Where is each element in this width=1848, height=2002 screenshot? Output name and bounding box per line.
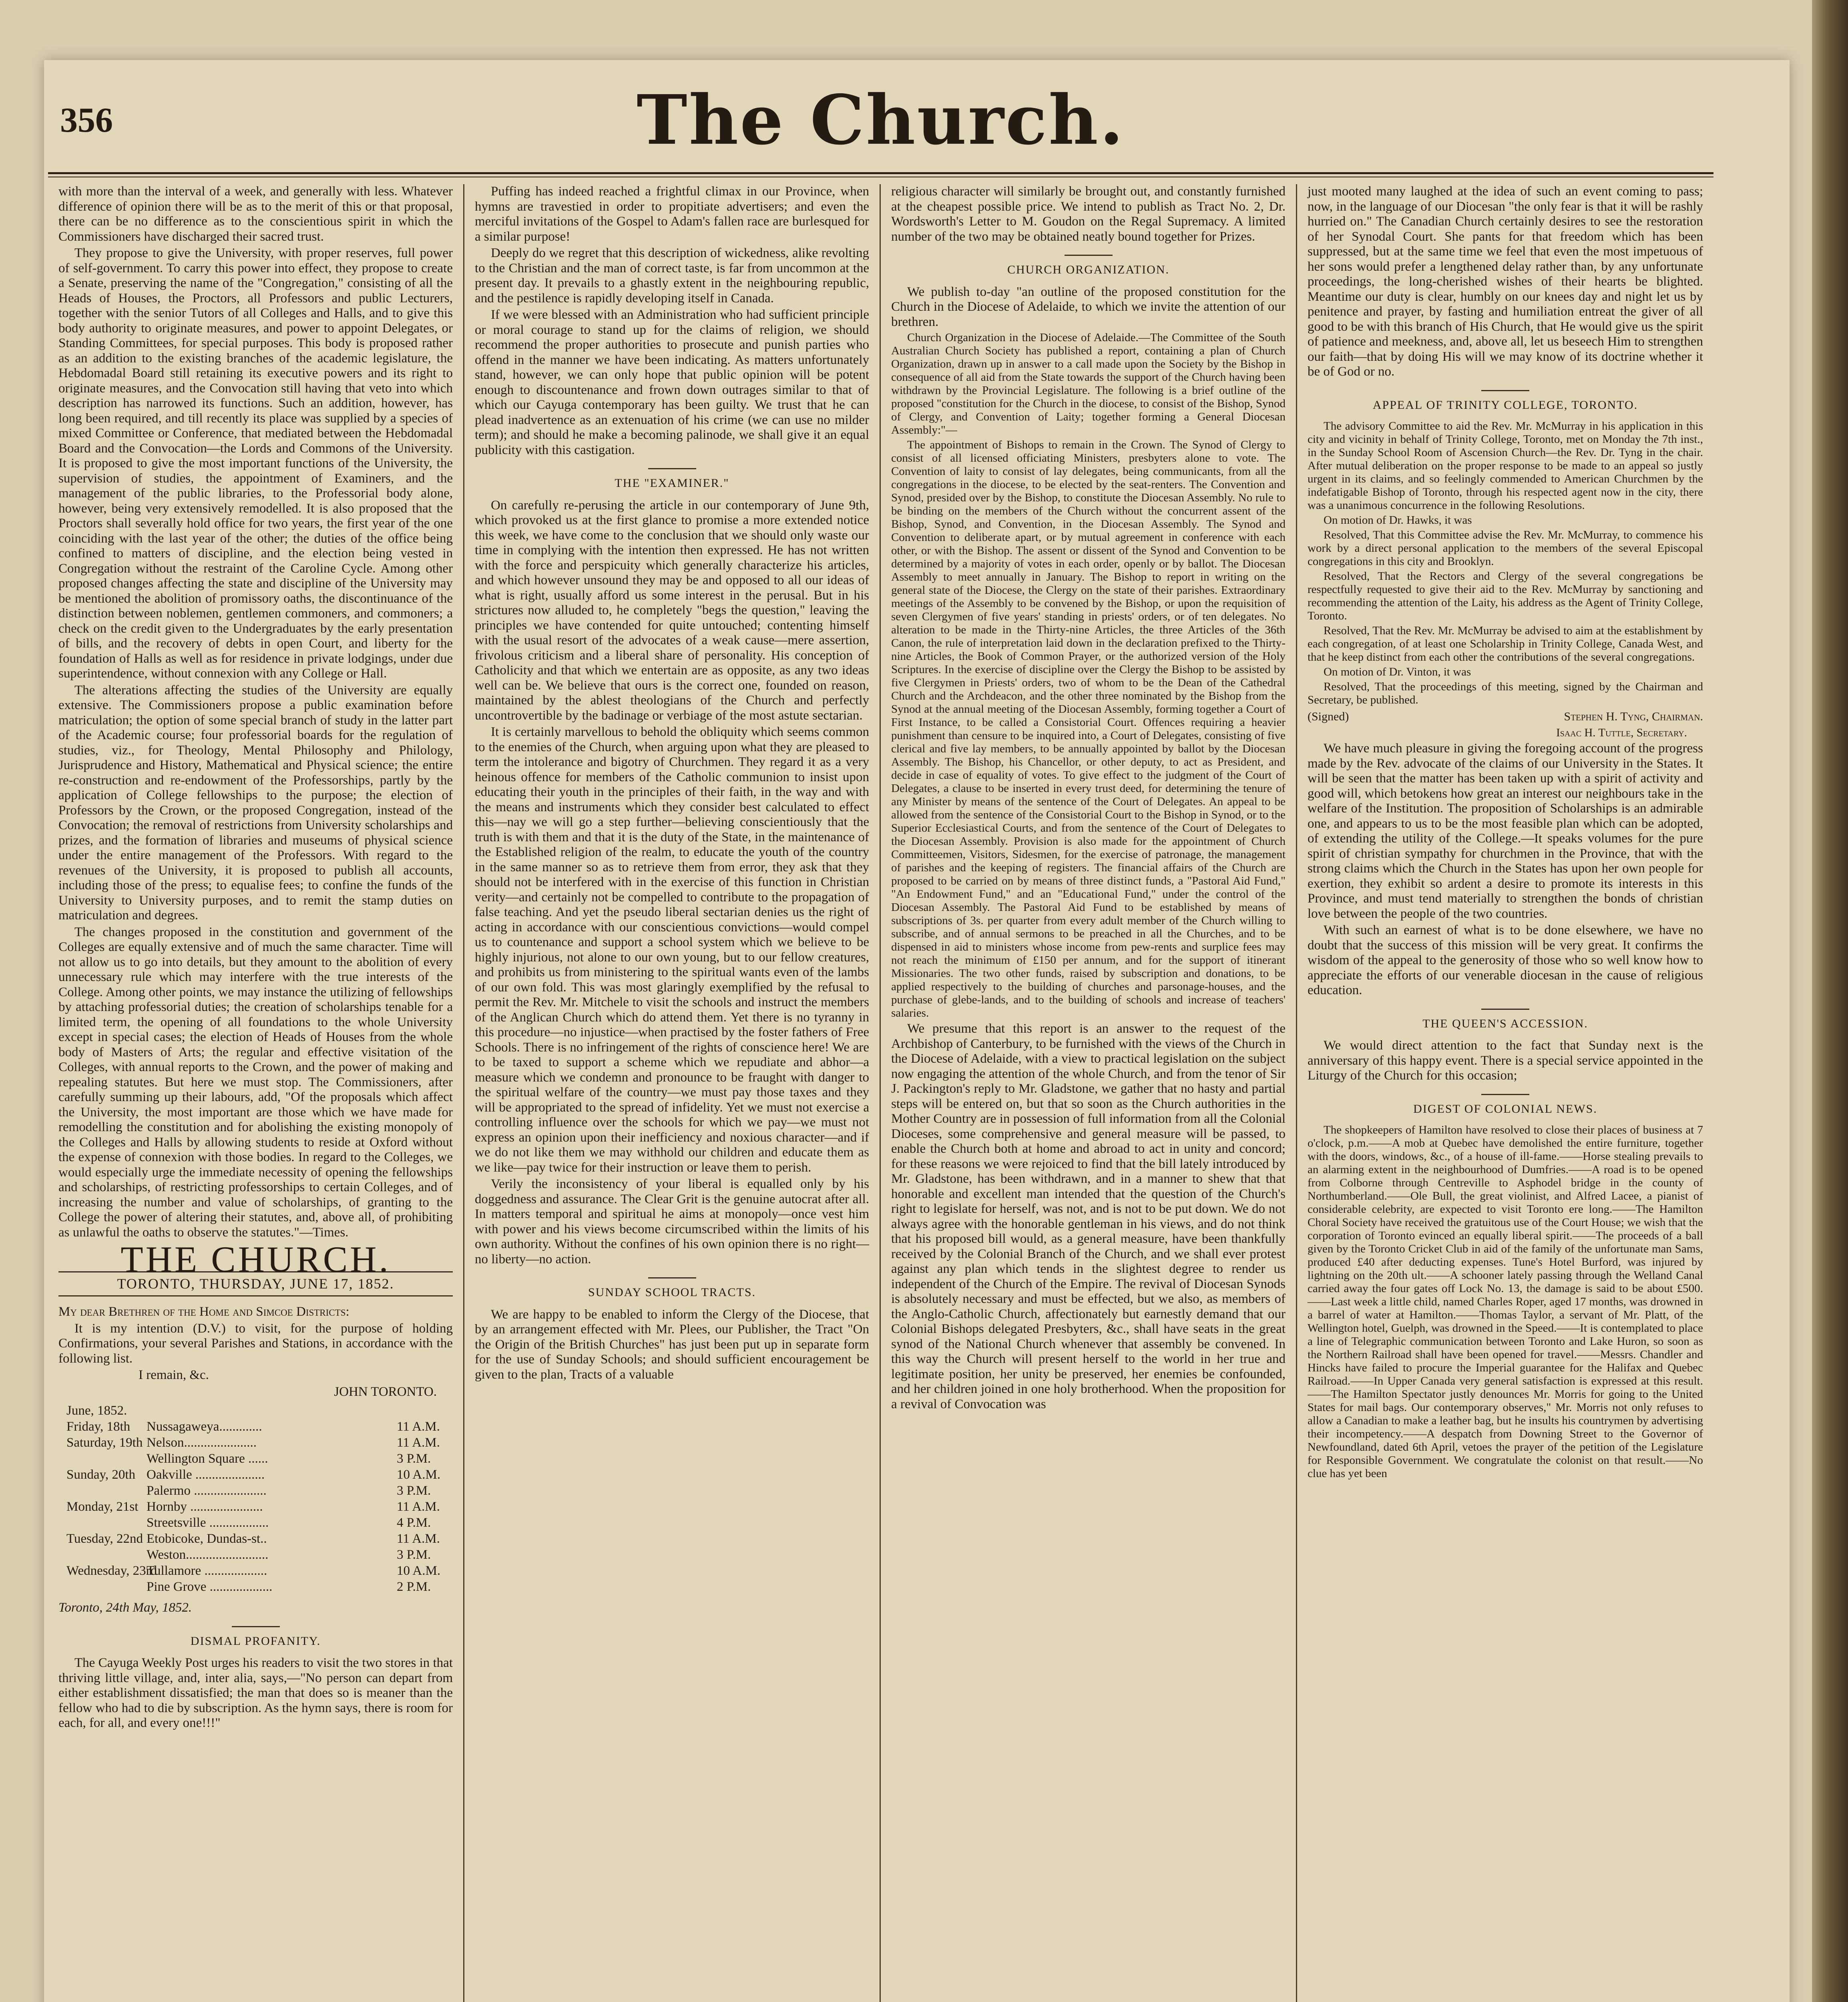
schedule-time: 3 P.M. bbox=[397, 1548, 431, 1562]
article-paragraph: On carefully re-perusing the article in our contemporary of June 9th, which provoked us at the first glance to promise a more extended notice this week, we have come to the conclusion that we should only waste our time in complying with the intention then expressed. He has not written with the force and perspicuity which generally characterize his articles, and which however unsound they may be and opposed to all our ideas of what is right, usually afford us some interest in the perusal. But in his strictures now alluded to, he completely "begs the question," leaving the principles we have contended for quite untouched; contenting himself with the usual resort of the advocates of a weak cause—mere assertion, frivolous criticism and a liberal share of personality. His conception of Catholicity and that which we entertain are as opposite, as any two ideas well can be. We believe that ours is the correct one, founded on reason, maintained by the ablest theologians of the Church and perfectly uncontrovertible by the badinage or verbiage of the most astute sectarian. bbox=[475, 498, 869, 723]
article-paragraph: The shopkeepers of Hamilton have resolved to close their places of business at 7 o'clock, p.m.——A mob at Quebec have demolished the entire furniture, together with the doors, windows, &c., of a house of ill-fame.——Horse stealing prevails to an alarming extent in the neighbourhood of Dumfries.——A road is to be opened from Colborne through Centreville to Asphodel bridge in the county of Northumberland.——Ole Bull, the great violinist, and Alfred Lacee, a pianist of considerable celebrity, are expected to visit Toronto ere long.——The Hamilton Choral Society have received the gratuitous use of the Court House; we wish that the corporation of Toronto evinced an equally liberal spirit.——The proceeds of a ball given by the Toronto Cricket Club in aid of the family of the unfortunate man Sams, produced £40 after deducting expenses. Tune's Hotel Burford, was injured by lightning on the 20th ult.——A schooner lately passing through the Welland Canal carried away the four gates off Lock No. 13, the damage is said to be about £500.——Last week a little child, named Charles Roper, aged 17 months, was drowned in a barrel of water at Hamilton.——Thomas Taylor, a servant of Mr. Platt, of the Wellington hotel, Guelph, was drowned in the Speed.——It is contemplated to place a line of Telegraphic communication between Toronto and Lake Huron, so soon as the Northern Railroad shall have been opened for travel.——Messrs. Chandler and Hincks have failed to procure the Imperial guarantee for the Halifax and Quebec Railroad.——In Upper Canada very general satisfaction is expressed at this result.——The Hamilton Spectator justly denounces Mr. Morris for going to the United States for mail bags. Our contemporary observes," Mr. Morris not only refuses to allow a Canadian to make a leather bag, but he insults his countrymen by advertising their incompetency.——A despatch from Downing Street to the Governor of Newfoundland, dated 6th April, vetoes the prayer of the petition of the Legislature for Responsible Government. We congratulate the colonist on that result.——No clue has yet been bbox=[1308, 1124, 1703, 1480]
schedule-time: 3 P.M. bbox=[397, 1483, 431, 1498]
section-heading: THE QUEEN'S ACCESSION. bbox=[1308, 1009, 1703, 1031]
schedule-day: Tuesday, 22nd bbox=[66, 1532, 143, 1546]
schedule-place: Nelson...................... bbox=[147, 1435, 257, 1450]
article-paragraph: We are happy to be enabled to inform the Clergy of the Diocese, that by an arrangement effected with Mr. Plees, our Publisher, the Tract "On the Origin of the British Churches" has just been put up in separate form for the use of Sunday Schools; and should sufficient encouragement be given to the plan, Tracts of a valuable bbox=[475, 1307, 869, 1382]
article-columns bbox=[48, 184, 1713, 2002]
section-heading: DIGEST OF COLONIAL NEWS. bbox=[1308, 1094, 1703, 1117]
schedule-day: Friday, 18th bbox=[66, 1419, 131, 1434]
article-paragraph: We have much pleasure in giving the foregoing account of the progress made by the Rev. advocate of the claims of our University in the States. It will be seen that the matter has been taken up with a spirit of activity and good will, which betokens how great an interest our neighbours take in the welfare of the Institution. The proposition of Scholarships is an admirable one, and appears to us to be the most feasible plan which can be adopted, of extending the utility of the College.—It speaks volumes for the pure spirit of christian sympathy for churchmen in the Province, that with the strong claims which the Church in the States has upon her own people for exertion, they exhibit so ardent a desire to promote its interests in this Province, and must tend materially to strengthen the bonds of christian love between the people of the two countries. bbox=[1308, 741, 1703, 921]
article-paragraph: We publish to-day "an outline of the proposed constitution for the Church in the Diocese of Adelaide, to which we invite the attention of our brethren. bbox=[891, 284, 1286, 329]
article-paragraph: The advisory Committee to aid the Rev. Mr. McMurray in his application in this city and vicinity in behalf of Trinity College, Toronto, met on Monday the 7th inst., in the Sunday School Room of Ascension Church—the Rev. Dr. Tyng in the chair. After mutual deliberation on the proper response to be made to an appeal so justly urgent in its claims, and so feelingly commended to American Churchmen by the indefatigable Bishop of Toronto, through his respected agent now in the city, there was a unanimous concurrence in the following Resolutions. bbox=[1308, 420, 1703, 512]
article-paragraph: It is certainly marvellous to behold the obliquity which seems common to the enemies of the Church, when arguing upon what they are pleased to term the intolerance and bigotry of Churchmen. They regard it as a very heinous offence for members of the Catholic communion to insist upon educating their youth in the principles of their faith, in the way and with the means and instruments which they consider best calculated to effect this—nay we will go a step further—believing conscientiously that the truth is with them and that it is the duty of the State, in the maintenance of the Established religion of the realm, to educate the youth of the country in the same manner so as to retrieve them from error, they ask that they should not be interfered with in the exercise of this function in Christian verity—and certainly not be compelled to contribute to the propagation of false teaching. And yet the pseudo liberal sectarian denies us the right of acting in accordance with our conscientious convictions—would compel us to countenance and support a school system which we believe to be highly injurious, not alone to our own young, but to our fellow creatures, and prohibits us from ministering to the spiritual wants even of the lambs of our own fold. This was most glaringly exemplified by the refusal to permit the Rev. Mr. Mitchele to visit the schools and instruct the members of the Anglican Church which do attend them. Yet there is no tyranny in this procedure—no injustice—when practised by the foster fathers of Free Schools. There is no infringement of the rights of conscience here! We are to be taxed to support a scheme which we repudiate and abhor—a measure which we condemn and pronounce to be fraught with danger to the spiritual welfare of the country—we must pay those taxes and they will be appropriated to the spread of infidelity. Yet we must not exercise a controlling influence over the schools for which we pay—we must not express an opinion upon their inefficiency and noxious character—and if we do not like them we may withhold our children and educate them as we like—pay twice for their instruction or leave them to perish. bbox=[475, 725, 869, 1175]
letter-closing: I remain, &c. bbox=[139, 1368, 209, 1382]
schedule-time: 11 A.M. bbox=[397, 1499, 440, 1514]
resolution-paragraph: Resolved, That the Rectors and Clergy of the several congregations be respectfully requested to give their aid to the Rev. McMurray by sanctioning and recommending the attention of the Laity, his address as the Agent of Trinity College, Toronto. bbox=[1308, 570, 1703, 622]
schedule-time: 11 A.M. bbox=[397, 1419, 440, 1434]
article-paragraph: with more than the interval of a week, and generally with less. Whatever difference of opinion there will be as to the merit of this or that proposal, there can be no difference as to the conscientious spirit in which the Commissioners have discharged their sacred trust. bbox=[58, 184, 453, 244]
schedule-place: Wellington Square ...... bbox=[147, 1451, 268, 1466]
article-paragraph: They propose to give the University, with proper reserves, full power of self-government. To carry this power into effect, they propose to create a Senate, preserving the name of the "Congregation," consisting of all the Heads of Houses, the Proctors, all Professors and public Lecturers, together with the senior Tutors of all Colleges and Halls, and to give this body authority to originate measures, and power to appoint Delegates, or Standing Committees, for special purposes. This body is proposed rather as an addition to the existing branches of the academic legislature, the Hebdomadal Board still retaining its executive powers and its right to originate measures, and the Convocation still having that veto into which description has narrowed its functions. Such an addition, however, has long been required, and till recently its place was supplied by a species of mixed Committee or Conference, that mediated between the Hebdomadal Board and the Convocation—the Lords and Commons of the University. It is proposed to give the most important functions of the University, the supervision of studies, the appointment of Examiners, and the management of the public libraries, to the Professorial body alone, however, being very extensively remodelled. It is also proposed that the Proctors shall severally hold office for two years, the first year of the one coinciding with the last year of the other; the duties of the office being confined to matters of discipline, and the election being vested in Congregation without the restraint of the Caroline Cycle. Among other proposed changes affecting the state and discipline of the University may be mentioned the abolition of promissory oaths, the discontinuance of the distinction between noblemen, gentlemen commoners, and commoners; a check on the credit given to the Undergraduates by the early presentation of bills, and the recovery of debts in open Court, and liberty for the foundation of Halls as well as for residence in private lodgings, under due superintendence, without connexion with any College or Hall. bbox=[58, 246, 453, 681]
schedule-time: 10 A.M. bbox=[397, 1467, 441, 1482]
article-paragraph: just mooted many laughed at the idea of such an event coming to pass; now, in the language of our Diocesan "the only fear is that it will be rashly hurried on." The Canadian Church certainly desires to see the restoration of her Synodal Court. She pants for that freedom which has been suppressed, but at the same time we feel that even the most impetuous of her sons would prefer a lengthened delay rather than, by any unfortunate proceedings, the long-cherished wishes of their hearts be blighted. Meantime our duty is clear, humbly on our knees day and night let us by penitence and prayer, by fasting and humiliation entreat the giver of all good to be with this branch of His Church, that He would give us the spirit of patience and meekness, and, above all, let us beseech Him to strengthen our faith—that by doing His will we may know of its doctrine whether it be of God or no. bbox=[1308, 184, 1703, 379]
schedule-place bbox=[147, 1403, 397, 1419]
section-heading: APPEAL OF TRINITY COLLEGE, TORONTO. bbox=[1308, 390, 1703, 413]
schedule-place: Weston......................... bbox=[147, 1548, 269, 1562]
article-paragraph: If we were blessed with an Administration who had sufficient principle or moral courage to stand up for the claims of religion, we should recommend the proper authorities to prosecute and punish parties who offend in the manner we have been indicating. As matters unfortunately stand, however, we can only hope that public opinion will be potent enough to discountenance and frown down outrages similar to that of which our Cayuga contemporary has been guilty. We trust that he can plead inadvertence as an extenuation of his crime (we can use no milder term); and should he make a becoming palinode, we shall give it an equal publicity with this castigation. bbox=[475, 308, 869, 457]
column-4 bbox=[1297, 184, 1713, 2002]
section-heading: DISMAL PROFANITY. bbox=[58, 1626, 453, 1649]
schedule-place: Streetsville .................. bbox=[147, 1516, 269, 1530]
schedule-place: Tullamore ................... bbox=[147, 1564, 267, 1578]
schedule-day bbox=[66, 1579, 147, 1595]
schedule-time bbox=[397, 1403, 453, 1419]
article-paragraph: Church Organization in the Diocese of Adelaide.—The Committee of the South Australian Church Society has published a report, containing a plan of Church Organization, drawn up in answer to a call made upon the Society by the Bishop in consequence of all aid from the State towards the support of the Church having been withdrawn by the Provincial Legislature. The following is a brief outline of the proposed "constitution for the Church in the diocese, to consist of the Bishop, Synod of Clergy, and Convention of Laity; together forming a General Diocesan Assembly:"— bbox=[891, 331, 1286, 436]
letter-salutation: My dear Brethren of the Home and Simcoe Districts: bbox=[58, 1305, 350, 1319]
article-paragraph: The Cayuga Weekly Post urges his readers to visit the two stores in that thriving little village, and, inter alia, says,—"No person can depart from either establishment dissatisfied; the man that does so is meaner than the fellow who had to die by subscription. As the hymn says, there is room for each, for all, and every one!!!" bbox=[58, 1656, 453, 1730]
resolution-paragraph: Resolved, That the proceedings of this meeting, signed by the Chairman and Secretary, be published. bbox=[1308, 680, 1703, 706]
letter-paragraph: It is my intention (D.V.) to visit, for the purpose of holding Confirmations, your several Parishes and Stations, in accordance with the following list. bbox=[58, 1321, 453, 1366]
editorial-dateline: TORONTO, THURSDAY, JUNE 17, 1852. bbox=[58, 1271, 453, 1297]
letter-signature: JOHN TORONTO. bbox=[334, 1384, 437, 1399]
signed-label: (Signed) bbox=[1308, 710, 1349, 723]
secretary-signature: Isaac H. Tuttle, Secretary. bbox=[1556, 726, 1687, 739]
schedule-place: Hornby ...................... bbox=[147, 1499, 263, 1514]
schedule-day: June, 1852. bbox=[66, 1403, 127, 1418]
article-paragraph: On motion of Dr. Vinton, it was bbox=[1324, 665, 1471, 678]
resolution-paragraph: Resolved, That this Committee advise the Rev. Mr. McMurray, to commence his work by a direct personal application to the members of the several Episcopal congregations in this city and Brooklyn. bbox=[1308, 529, 1703, 568]
schedule-place: Nussagaweya............. bbox=[147, 1419, 262, 1434]
article-paragraph: religious character will similarly be brought out, and constantly furnished at the cheapest possible price. We intend to publish as Tract No. 2, Dr. Wordsworth's Letter to M. Goudon on the Regal Supremacy. A limited number of the two may be obtained neatly bound together for Prizes. bbox=[891, 184, 1286, 244]
schedule-day: Wednesday, 23rd bbox=[66, 1564, 157, 1578]
schedule-place: Pine Grove ................... bbox=[147, 1580, 273, 1594]
editorial-title: THE CHURCH. bbox=[121, 1239, 391, 1280]
column-2 bbox=[464, 184, 881, 2002]
confirmation-schedule bbox=[66, 1403, 453, 1595]
article-paragraph: With such an earnest of what is to be done elsewhere, we have no doubt that the success of this mission will be very great. It confirms the wisdom of the appeal to the generosity of those who so well know how to appreciate the efforts of our venerable diocesan in the cause of religious education. bbox=[1308, 923, 1703, 997]
article-paragraph: The changes proposed in the constitution and government of the Colleges are equally extensive and of much the same character. Time will not allow us to go into details, but they amount to the abolition of every unnecessary rule which may interfere with the true interests of the College. Among other points, we may instance the utilizing of fellowships by attaching professorial duties; the creation of scholarships tenable for a limited term, the opening of all foundations to the whole University except in special cases; the election of Heads of Houses from the whole body of Masters of Arts; the regular and effective visitation of the Colleges, with annual reports to the Crown, and the power of making and repealing statutes. But here we must stop. The Commissioners, after carefully summing up their labours, add, "Of the proposals which affect the University, the most important are those which we have made for remodelling the constitution and for abolishing the existing monopoly of the Colleges and Halls by allowing students to reside at Oxford without the expense of connexion with those bodies. In regard to the Colleges, we would especially urge the immediate necessity of opening the fellowships and scholarships, of restricting professorships to certain Colleges, and of increasing the number and value of scholarships, of granting to the College the power of altering their statutes, and, above all, of prohibiting as unlawful the oaths to observe the statutes."—Times. bbox=[58, 925, 453, 1240]
schedule-day: Monday, 21st bbox=[66, 1499, 139, 1514]
chairman-signature: Stephen H. Tyng, Chairman. bbox=[1564, 710, 1703, 723]
article-paragraph: Deeply do we regret that this description of wickedness, alike revolting to the Christian and the man of correct taste, is far from uncommon at the present day. It prevails to a ghastly extent in the neighbouring republic, and the pestilence is rapidly developing itself in Canada. bbox=[475, 246, 869, 306]
column-3 bbox=[881, 184, 1297, 2002]
schedule-place: Oakville ..................... bbox=[147, 1467, 265, 1482]
header-rule bbox=[48, 172, 1713, 177]
schedule-time: 2 P.M. bbox=[397, 1580, 431, 1594]
page-edge-binding bbox=[1812, 0, 1848, 2002]
signature-row bbox=[1308, 710, 1703, 723]
schedule-time: 10 A.M. bbox=[397, 1564, 441, 1578]
section-heading: CHURCH ORGANIZATION. bbox=[891, 255, 1286, 277]
article-paragraph: We would direct attention to the fact that Sunday next is the anniversary of this happy event. There is a special service appointed in the Liturgy of the Church for this occasion; bbox=[1308, 1038, 1703, 1083]
masthead-title: The Church. bbox=[637, 80, 1125, 160]
article-paragraph: The alterations affecting the studies of the University are equally extensive. The Commissioners propose a public examination before matriculation; the option of some special branch of study in the latter part of the Academic course; four professorial boards for the regulation of studies, viz., for Theology, Mental Philosophy and Philology, Jurisprudence and History, Mathematical and Physical science; the entire re-construction and re-endowment of the Professorships, partly by the application of College fellowships to the purpose; the election of Professors by the Crown, or the proposed Congregation, instead of the Convocation; the removal of restrictions from University scholarships and prizes, and the formation of libraries and museums of physical science under the entire management of the Professors. With regard to the revenues of the University, it is proposed to publish all accounts, including those of the press; to equalise fees; to confine the funds of the University to University purposes, and to remit the stamp duties on matriculation and degrees. bbox=[58, 683, 453, 923]
article-paragraph: On motion of Dr. Hawks, it was bbox=[1324, 514, 1472, 527]
schedule-time: 11 A.M. bbox=[397, 1532, 440, 1546]
schedule-place: Palermo ...................... bbox=[147, 1483, 267, 1498]
page-number: 356 bbox=[60, 101, 113, 140]
schedule-time: 11 A.M. bbox=[397, 1435, 440, 1450]
article-paragraph: We presume that this report is an answer to the request of the Archbishop of Canterbury, to be furnished with the views of the Church in the Diocese of Adelaide, with a view to practical legislation on the subject now engaging the attention of the whole Church, and from the tenor of Sir J. Packington's reply to Mr. Gladstone, we gather that no hasty and partial steps will be entered on, but that so soon as the Church authorities in the Mother Country are in possession of full information from all the Colonial Dioceses, some comprehensive and general measure will be passed, to enable the Church both at home and abroad to act in unity and concord; for these reasons we were rejoiced to find that the bill lately introduced by Mr. Gladstone, has been withdrawn, and in a manner to shew that that honorable and excellent man intended that the question of the Church's right to legislate for herself, was not, and is not to be put down. We do not always agree with the honorable gentleman in his views, and do not think that his proposed bill would, as a general measure, have been thankfully received by the Colonial Branch of the Church, and we shall ever protest against any plan which tends in the slightest degree to render us independent of the Church of the Empire. The revival of Diocesan Synods is absolutely necessary and must be effected, but we also, as members of the Anglo-Catholic Church, affectionately but earnestly demand that our Colonial Bishops delegated Presbyters, &c., shall have seats in the great synod of the National Church whenever that assembly be convened. In this way the Church will present herself to the world in her true and legitimate position, her unity be preserved, her enemies be confounded, and her children joined in one holy brotherhood. When the proposition for a revival of Convocation was bbox=[891, 1021, 1286, 1411]
resolution-paragraph: Resolved, That the Rev. Mr. McMurray be advised to aim at the establishment by each congregation, of at least one Scholarship in Trinity College, Canada West, and that he keep distinct from each other the contributions of the several congregations. bbox=[1308, 624, 1703, 663]
appeal-minutes bbox=[1308, 420, 1703, 740]
section-heading: SUNDAY SCHOOL TRACTS. bbox=[475, 1277, 869, 1300]
schedule-time: 4 P.M. bbox=[397, 1516, 431, 1530]
schedule-day: Sunday, 20th bbox=[66, 1467, 136, 1482]
section-heading: THE "EXAMINER." bbox=[475, 468, 869, 491]
schedule-day bbox=[66, 1515, 147, 1531]
article-paragraph: Verily the inconsistency of your liberal is equalled only by his doggedness and assurance. The Clear Grit is the genuine autocrat after all. In matters temporal and spiritual he aims at monopoly—once vest him with power and his views become circumscribed within the limits of his own authority. Without the confines of his own opinion there is no right—no liberty—no action. bbox=[475, 1177, 869, 1266]
page-header bbox=[48, 76, 1713, 160]
schedule-time: 3 P.M. bbox=[397, 1451, 431, 1466]
schedule-day bbox=[66, 1483, 147, 1499]
schedule-day bbox=[66, 1451, 147, 1467]
letter-dated: Toronto, 24th May, 1852. bbox=[58, 1600, 192, 1615]
column-1 bbox=[48, 184, 464, 2002]
schedule-day: Saturday, 19th bbox=[66, 1435, 143, 1450]
schedule-place: Etobicoke, Dundas-st.. bbox=[147, 1532, 267, 1546]
article-paragraph: The appointment of Bishops to remain in the Crown. The Synod of Clergy to consist of all licensed officiating Ministers, presbyters alone to vote. The Convention of laity to consist of lay delegates, being communicants, from all the congregations in the diocese, to be elected by the seat-renters. The Convention and Synod, presided over by the Bishop, to constitute the Diocesan Assembly. No rule to be binding on the members of the Church without the concurrent assent of the Bishop, Synod, and Convention, in the Diocesan Assembly. The Synod and Convention to deliberate apart, or by mutual agreement in conference with each other, or with the Bishop. The assent or dissent of the Synod and Convention to be determined by a majority of votes in each order, openly or by ballot. The Diocesan Assembly to meet annually in January. The Bishop to report in writing on the general state of the Diocese, the Clergy on the state of their parishes. Extraordinary meetings of the Assembly to be convened by the Bishop, or upon the requisition of seven Clergymen of five years' standing in priests' orders, or of ten delegates. No alteration to be made in the Thirty-nine Articles, the three Articles of the 36th Canon, the rule of interpretation laid down in the declaration prefixed to the Thirty-nine Articles, the Book of Common Prayer, or the authorized version of the Holy Scriptures. In the exercise of discipline over the Clergy the Bishop to be assisted by five Clergymen in Priests' orders, two of whom to be the Dean of the Cathedral Church and the Archdeacon, and the other three nominated by the Bishop from the Synod at the annual meeting of the Diocesan Assembly, forming together a Court of First Instance, to be called a Consistorial Court. Offences requiring a heavier punishment than censure to be inquired into, a Court of Delegates, consisting of five clerical and five lay members, to be annually appointed by ballot by the Diocesan Assembly. The Bishop, his Chancellor, or other deputy, to act as President, and decide in case of equality of votes. To give effect to the judgment of the Court of Delegates, a clause to be inserted in every trust deed, for determining the tenure of any Minister by means of the sentence of the Court of Delegates. An appeal to be allowed from the sentence of the Consistorial Court to the Bishop in Synod, or to the Superior Ecclesiastical Courts, and from the sentence of the Court of Delegates to the Diocesan Assembly. Provision is also made for the appointment of Church Committeemen, Visitors, Sidesmen, for the exercise of patronage, the management of parishes and the keeping of registers. The financial affairs of the Church are proposed to be carried on by means of three distinct funds, a "Pastoral Aid Fund," "An Endowment Fund," and an "Educational Fund," under the control of the Diocesan Assembly. The Pastoral Aid Fund to be established by means of subscriptions of 3s. per quarter from every adult member of the Church willing to subscribe, and of annual sermons to be preached in all the Churches, and to be dispensed in aid to ministers whose income from pew-rents and surplice fees may not reach the minimum of £150 per annum, and for the support of itinerant Missionaries. The two other funds, raised by subscription and donations, to be applied respectively to the building of churches and parsonage-houses, and the purchase of glebe-lands, and to the building of schools and increase of teachers' salaries. bbox=[891, 438, 1286, 1019]
schedule-day bbox=[66, 1547, 147, 1563]
article-paragraph: Puffing has indeed reached a frightful climax in our Province, when hymns are travestied in order to propitiate advertisers; and even the merciful invitations of the Gospel to Adam's fallen race are burlesqued for a similar purpose! bbox=[475, 184, 869, 244]
